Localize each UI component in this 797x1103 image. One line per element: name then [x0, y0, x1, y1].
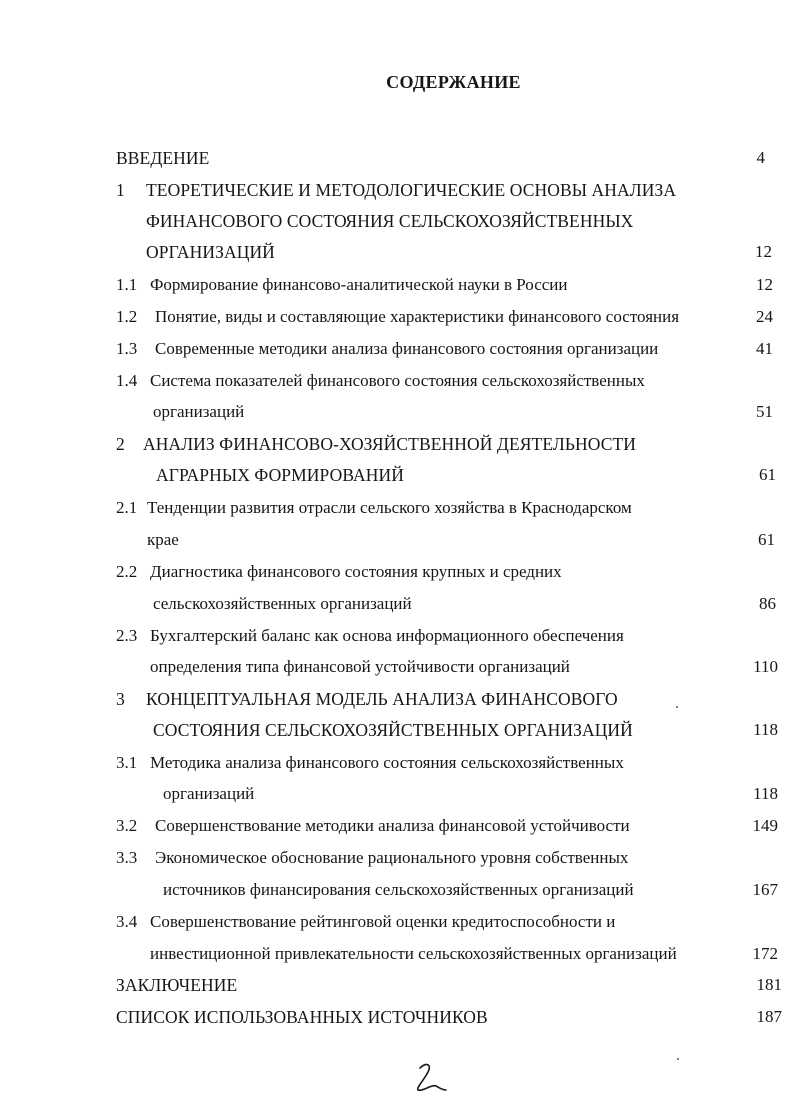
toc-conclusion-text: ЗАКЛЮЧЕНИЕ	[116, 975, 238, 995]
toc-s3-1-num: 3.1	[116, 753, 138, 772]
toc-s1-4-line1: Система показателей финансового состояния сельскохозяйственных	[150, 371, 645, 390]
toc-s1-3-num: 1.3	[116, 339, 138, 358]
toc-s3-4-line1: Совершенствование рейтинговой оценки кредитоспособности и	[150, 912, 616, 931]
toc-ch1-line2: ФИНАНСОВОГО СОСТОЯНИЯ СЕЛЬСКОХОЗЯЙСТВЕННЫХ	[146, 211, 634, 231]
toc-s2-2-line2: сельскохозяйственных организаций	[153, 594, 412, 613]
toc-conclusion-page: 181	[756, 975, 782, 994]
toc-ch1-page: 12	[755, 242, 772, 261]
toc-s2-2-num: 2.2	[116, 562, 138, 581]
toc-sources-page: 187	[756, 1007, 782, 1026]
toc-ch2-line2: АГРАРНЫХ ФОРМИРОВАНИЙ	[156, 465, 404, 485]
toc-s2-3-page: 110	[753, 657, 778, 676]
toc-s3-4-line2: инвестиционной привлекательности сельскохозяйственных организаций	[150, 944, 677, 963]
toc-s1-3-page: 41	[756, 339, 773, 358]
toc-s1-4-line2: организаций	[153, 402, 245, 421]
toc-ch3-line2: СОСТОЯНИЯ СЕЛЬСКОХОЗЯЙСТВЕННЫХ ОРГАНИЗАЦИЙ	[153, 720, 633, 740]
page-title: СОДЕРЖАНИЕ	[386, 72, 521, 92]
toc-s3-4-page: 172	[752, 944, 778, 963]
toc-s2-1-page: 61	[758, 530, 775, 549]
toc-s3-2-num: 3.2	[116, 816, 138, 835]
toc-s3-3-line2: источников финансирования сельскохозяйственных организаций	[163, 880, 634, 899]
toc-ch2-page: 61	[759, 465, 776, 484]
toc-s1-1-page: 12	[756, 275, 773, 294]
toc-s1-4-page: 51	[756, 402, 773, 421]
toc-ch3-num: 3	[116, 689, 125, 709]
toc-s3-1-line1: Методика анализа финансового состояния сельскохозяйственных	[150, 753, 624, 772]
toc-s3-3-line1: Экономическое обоснование рационального уровня собственных	[155, 848, 629, 867]
toc-s1-4-num: 1.4	[116, 371, 138, 390]
toc-s2-1-line2: крае	[147, 530, 179, 549]
scan-speck	[676, 706, 678, 708]
toc-s1-1-num: 1.1	[116, 275, 138, 294]
toc-intro-text: ВВЕДЕНИЕ	[116, 148, 210, 168]
toc-s3-1-line2: организаций	[163, 784, 255, 803]
toc-s3-3-page: 167	[752, 880, 778, 899]
toc-s1-2-page: 24	[756, 307, 773, 326]
toc-ch2-num: 2	[116, 434, 125, 454]
toc-s3-1-page: 118	[753, 784, 778, 803]
toc-s1-2-num: 1.2	[116, 307, 138, 326]
toc-s1-2-text: Понятие, виды и составляющие характеристики финансового состояния	[155, 307, 680, 326]
toc-s3-2-page: 149	[752, 816, 778, 835]
toc-s2-2-page: 86	[759, 594, 776, 613]
toc-ch3-line1: КОНЦЕПТУАЛЬНАЯ МОДЕЛЬ АНАЛИЗА ФИНАНСОВОГО	[146, 689, 618, 709]
toc-s2-3-line1: Бухгалтерский баланс как основа информационного обеспечения	[150, 626, 624, 645]
toc-ch1-line3: ОРГАНИЗАЦИЙ	[146, 242, 275, 262]
handwritten-page-mark	[412, 1060, 448, 1094]
toc-ch2-line1: АНАЛИЗ ФИНАНСОВО-ХОЗЯЙСТВЕННОЙ ДЕЯТЕЛЬНОСТИ	[143, 434, 636, 454]
toc-s1-1-text: Формирование финансово-аналитической науки в России	[150, 275, 568, 294]
toc-s2-1-num: 2.1	[116, 498, 138, 517]
toc-sources-text: СПИСОК ИСПОЛЬЗОВАННЫХ ИСТОЧНИКОВ	[116, 1007, 488, 1027]
toc-intro-page: 4	[756, 148, 765, 167]
toc-s3-3-num: 3.3	[116, 848, 138, 867]
toc-s2-1-line1: Тенденции развития отрасли сельского хозяйства в Краснодарском	[147, 498, 632, 517]
scan-speck	[677, 1058, 679, 1060]
toc-s3-4-num: 3.4	[116, 912, 138, 931]
toc-ch3-page: 118	[753, 720, 778, 739]
toc-s2-3-line2: определения типа финансовой устойчивости организаций	[150, 657, 570, 676]
toc-s2-3-num: 2.3	[116, 626, 138, 645]
toc-s3-2-text: Совершенствование методики анализа финансовой устойчивости	[155, 816, 630, 835]
toc-ch1-line1: ТЕОРЕТИЧЕСКИЕ И МЕТОДОЛОГИЧЕСКИЕ ОСНОВЫ АНАЛИЗА	[146, 180, 677, 200]
toc-s1-3-text: Современные методики анализа финансового состояния организации	[155, 339, 659, 358]
toc-ch1-num: 1	[116, 180, 125, 200]
toc-s2-2-line1: Диагностика финансового состояния крупных и средних	[150, 562, 562, 581]
